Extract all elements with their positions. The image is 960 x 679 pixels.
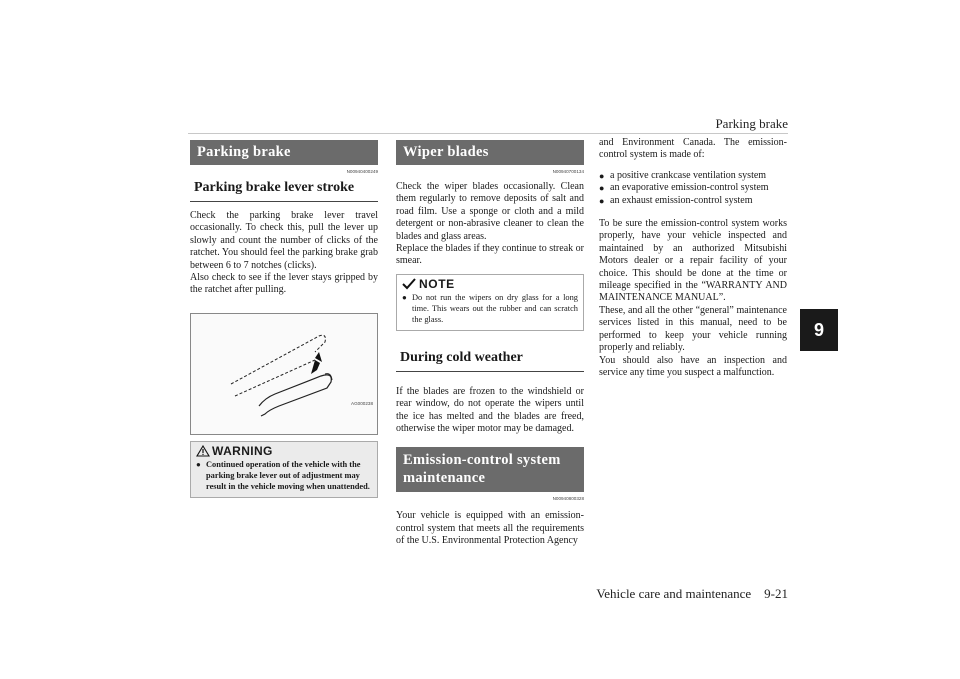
emission-intro: and Environment Canada. The emission-control system is made of: <box>599 137 787 161</box>
bullet-icon: ● <box>402 292 407 302</box>
wiper-blades-body: Check the wiper blades occasionally. Clean them regularly to remove deposits of salt and road film. Use a sponge or cloth and a mild detergent or non-abrasive cleaner to clean the blades and glass areas. Replace the blades if they continue to streak or smear. <box>396 181 584 267</box>
warning-text: Continued operation of the vehicle with the parking brake lever out of adjustment may result in the vehicle moving when unattended. <box>206 459 370 491</box>
bullet-icon: ● <box>196 459 201 469</box>
page-header-section-title: Parking brake <box>715 116 788 131</box>
note-header <box>402 277 578 291</box>
section-title-parking-brake: Parking brake <box>190 140 378 165</box>
parking-brake-lever-figure <box>190 313 378 435</box>
emission-body: Your vehicle is equipped with an emission-control system that meets all the requirements of the U.S. Environmental Protection Agency <box>396 510 584 547</box>
chapter-tab: 9 <box>800 309 838 351</box>
note-check-icon <box>402 278 416 290</box>
bullet-icon: ● <box>599 195 605 206</box>
list-item <box>599 195 787 207</box>
figure-code: AG000238 <box>351 400 373 406</box>
warning-item <box>196 459 372 492</box>
note-box <box>396 274 584 331</box>
section-title-emission-control <box>396 447 584 492</box>
note-item <box>402 292 578 325</box>
section-code: N00940800328 <box>552 496 584 502</box>
column-1 <box>190 140 378 498</box>
warning-box <box>190 441 378 498</box>
page-footer: Vehicle care and maintenance 9-21 <box>596 586 788 601</box>
header-rule <box>188 133 788 134</box>
section-code: N00940700134 <box>552 169 584 174</box>
list-item <box>599 182 787 194</box>
list-item-text: an exhaust emission-control system <box>610 194 753 206</box>
list-item-text: an evaporative emission-control system <box>610 182 769 194</box>
bullet-icon: ● <box>599 183 605 194</box>
list-item-text: a positive crankcase ventilation system <box>610 169 767 181</box>
column-3 <box>599 137 787 379</box>
subhead-cold-weather: During cold weather <box>396 347 584 372</box>
emission-title-line-1: Emission-control system <box>403 452 561 469</box>
emission-title-line-2: maintenance <box>403 470 486 487</box>
note-text: Do not run the wipers on dry glass for a long time. This wears out the rubber and can scratch the glass. <box>412 292 578 324</box>
cold-weather-body: If the blades are frozen to the windshield or rear window, do not operate the wipers until the ice has melted and the blades are freed, otherwise the wiper motor may be damaged. <box>396 385 584 435</box>
column-2 <box>396 140 584 548</box>
warning-header <box>196 444 372 458</box>
list-item <box>599 170 787 182</box>
note-label: NOTE <box>419 276 455 291</box>
warning-label: WARNING <box>212 443 273 458</box>
warning-triangle-icon <box>196 445 210 457</box>
subhead-lever-stroke: Parking brake lever stroke <box>190 177 378 202</box>
parking-brake-lever-illustration <box>191 314 379 434</box>
section-title-wiper-blades: Wiper blades <box>396 140 584 165</box>
emission-details-body: To be sure the emission-control system works properly, have your vehicle inspected and maintained by an authorized Mitsubishi Motors dealer or a repair facility of your choice. This should be done at the time or mileage specified in the “WARRANTY AND MAINTENANCE MANUAL”. These, and all the other “general” maintenance services listed in this manual, need to be performed to keep your vehicle running properly and reliably. You should also have an inspection and service any time you suspect a malfunction. <box>599 218 787 378</box>
section-code: N00940400249 <box>346 169 378 174</box>
lever-stroke-body: Check the parking brake lever travel occasionally. To check this, pull the lever up slowly and count the number of clicks of the ratchet. You should feel the parking brake grab between 6 to 7 notches (clicks). Also check to see if the lever stays gripped by the ratchet after pulling. <box>190 210 378 296</box>
bullet-icon: ● <box>599 170 605 181</box>
